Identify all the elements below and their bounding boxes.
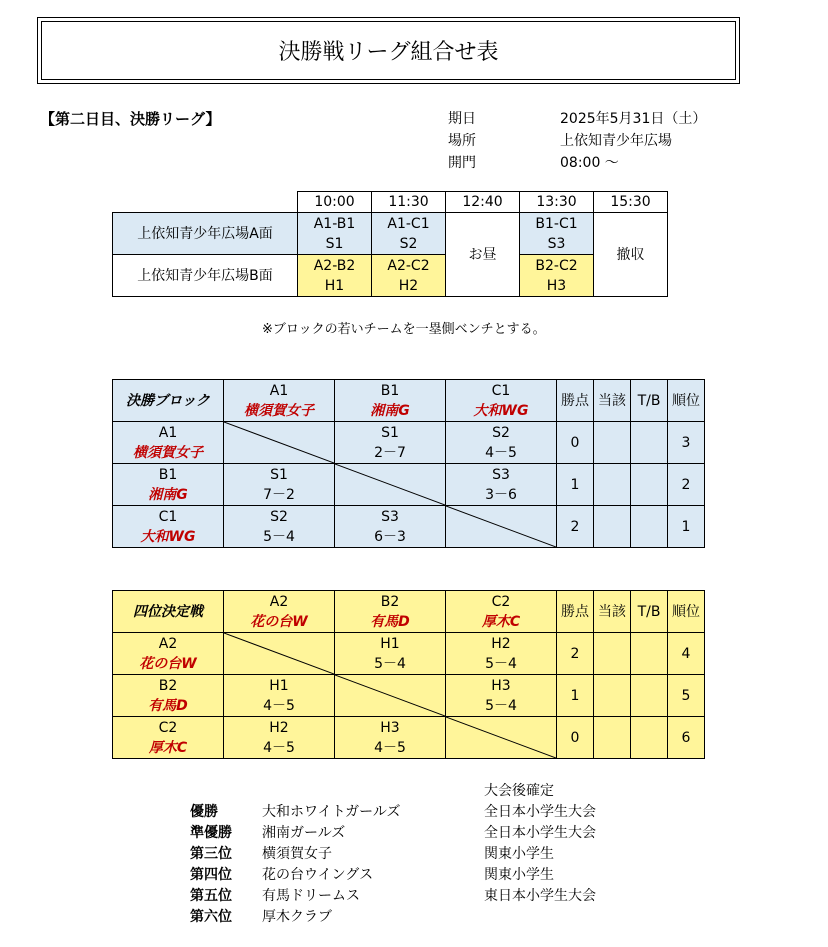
diagonal-cell — [446, 717, 557, 759]
match-id: S1 — [325, 235, 344, 252]
match-id: H1 — [269, 677, 289, 694]
match-id: H2 — [491, 635, 511, 652]
info-value-place: 上依知青少年広場 — [560, 133, 672, 149]
h2h-cell — [594, 506, 631, 548]
team-name: 大和WG — [473, 402, 529, 419]
rank-cell: 4 — [668, 633, 705, 675]
h2h-cell — [594, 633, 631, 675]
schedule-table — [112, 191, 668, 297]
match-id: H3 — [491, 677, 511, 694]
match-id: H1 — [380, 635, 400, 652]
match-score: 6－3 — [374, 528, 406, 545]
col-head-to-head: 当該 — [594, 591, 631, 633]
match-pair: A1-B1 — [313, 215, 356, 232]
match-pair: B2-C2 — [535, 257, 578, 274]
match-id: S2 — [492, 424, 510, 441]
result-qualification: 関東小学生 — [484, 867, 554, 883]
info-label-place: 場所 — [448, 133, 476, 149]
match-id: H3 — [546, 277, 567, 294]
match-cell — [335, 633, 446, 675]
result-rank: 第六位 — [190, 909, 232, 925]
team-code: A1 — [269, 382, 289, 399]
team-name: 横須賀女子 — [133, 444, 203, 461]
team-code: C1 — [158, 508, 178, 525]
h2h-cell — [594, 464, 631, 506]
diagonal-cell — [335, 675, 446, 717]
bench-note: ※ブロックの若いチームを一塁側ベンチとする。 — [262, 322, 546, 337]
match-cell — [298, 255, 372, 297]
row-team — [113, 633, 224, 675]
result-team: 有馬ドリームス — [262, 888, 360, 904]
match-score: 3－6 — [485, 486, 517, 503]
section-heading: 【第二日目、決勝リーグ】 — [40, 110, 221, 128]
match-cell — [224, 506, 335, 548]
result-rank: 第四位 — [190, 867, 232, 883]
match-pair: A2-C2 — [387, 257, 430, 274]
team-code: C2 — [491, 593, 511, 610]
col-team — [335, 591, 446, 633]
result-team: 湘南ガールズ — [262, 825, 346, 841]
match-cell — [335, 717, 446, 759]
col-rank: 順位 — [668, 380, 705, 422]
points-cell: 1 — [557, 675, 594, 717]
match-id: H2 — [269, 719, 289, 736]
rank-cell: 3 — [668, 422, 705, 464]
match-cell — [446, 633, 557, 675]
court-a-label: 上依知青少年広場A面 — [113, 213, 298, 255]
row-team — [113, 675, 224, 717]
team-code: B1 — [380, 382, 400, 399]
team-name: 湘南G — [370, 402, 410, 419]
team-code: A2 — [269, 593, 289, 610]
results-header: 大会後確定 — [484, 783, 554, 799]
result-rank: 準優勝 — [190, 825, 232, 841]
match-score: 7－2 — [263, 486, 295, 503]
points-cell: 0 — [557, 717, 594, 759]
tb-cell — [631, 675, 668, 717]
match-id: S3 — [547, 235, 566, 252]
result-team: 大和ホワイトガールズ — [262, 804, 401, 820]
time-slot: 13:30 — [520, 192, 594, 213]
result-rank: 第五位 — [190, 888, 232, 904]
match-cell — [335, 506, 446, 548]
team-name: 有馬D — [148, 697, 188, 714]
team-name: 有馬D — [370, 613, 410, 630]
h2h-cell — [594, 717, 631, 759]
match-score: 5－4 — [374, 655, 406, 672]
info-value-gate: 08:00 ～ — [560, 155, 619, 171]
team-name: 厚木C — [148, 739, 188, 756]
team-name: 湘南G — [148, 486, 188, 503]
match-score: 4－5 — [374, 739, 406, 756]
col-tiebreak: T/B — [631, 380, 668, 422]
result-team: 厚木クラブ — [262, 909, 332, 925]
close-cell: 撤収 — [594, 213, 668, 297]
match-score: 4－5 — [263, 739, 295, 756]
match-pair: A2-B2 — [313, 257, 356, 274]
match-score: 5－4 — [485, 697, 517, 714]
diagonal-cell — [335, 464, 446, 506]
diagonal-cell — [446, 506, 557, 548]
tb-cell — [631, 717, 668, 759]
h2h-cell — [594, 422, 631, 464]
team-code: C2 — [158, 719, 178, 736]
tb-cell — [631, 633, 668, 675]
rank-cell: 1 — [668, 506, 705, 548]
block-header: 四位決定戦 — [113, 591, 224, 633]
team-name: 横須賀女子 — [244, 402, 314, 419]
result-qualification: 全日本小学生大会 — [484, 804, 596, 820]
team-code: A1 — [158, 424, 178, 441]
h2h-cell — [594, 675, 631, 717]
result-qualification: 全日本小学生大会 — [484, 825, 596, 841]
match-pair: A1-C1 — [387, 215, 430, 232]
col-tiebreak: T/B — [631, 591, 668, 633]
tb-cell — [631, 506, 668, 548]
result-qualification: 東日本小学生大会 — [484, 888, 596, 904]
empty-corner — [113, 192, 298, 213]
match-score: 2－7 — [374, 444, 406, 461]
time-slot: 10:00 — [298, 192, 372, 213]
match-id: S3 — [492, 466, 510, 483]
row-team — [113, 506, 224, 548]
match-cell — [224, 675, 335, 717]
col-points: 勝点 — [557, 591, 594, 633]
team-code: C1 — [491, 382, 511, 399]
team-name: 厚木C — [481, 613, 521, 630]
team-code: A2 — [158, 635, 178, 652]
match-pair: B1-C1 — [535, 215, 578, 232]
match-score: 5－4 — [485, 655, 517, 672]
time-slot: 12:40 — [446, 192, 520, 213]
match-id: S2 — [399, 235, 418, 252]
match-id: S1 — [381, 424, 399, 441]
time-slot: 15:30 — [594, 192, 668, 213]
points-cell: 1 — [557, 464, 594, 506]
row-team — [113, 464, 224, 506]
team-name: 花の台W — [250, 613, 308, 630]
result-rank: 優勝 — [190, 804, 218, 820]
team-code: B2 — [158, 677, 178, 694]
row-team — [113, 717, 224, 759]
match-cell — [520, 213, 594, 255]
diagonal-cell — [224, 422, 335, 464]
match-cell — [372, 213, 446, 255]
fourth-place-table — [112, 590, 705, 759]
match-id: H1 — [324, 277, 345, 294]
match-id: H3 — [380, 719, 400, 736]
col-team — [446, 380, 557, 422]
tb-cell — [631, 422, 668, 464]
result-team: 花の台ウイングス — [262, 867, 374, 883]
match-cell — [224, 464, 335, 506]
rank-cell: 6 — [668, 717, 705, 759]
match-id: S2 — [270, 508, 288, 525]
match-id: S3 — [381, 508, 399, 525]
points-cell: 2 — [557, 506, 594, 548]
match-cell — [224, 717, 335, 759]
col-team — [224, 380, 335, 422]
col-head-to-head: 当該 — [594, 380, 631, 422]
match-cell — [372, 255, 446, 297]
info-label-date: 期日 — [448, 111, 476, 127]
match-score: 4－5 — [485, 444, 517, 461]
diagonal-cell — [224, 633, 335, 675]
match-score: 5－4 — [263, 528, 295, 545]
col-rank: 順位 — [668, 591, 705, 633]
match-cell — [446, 675, 557, 717]
match-cell — [335, 422, 446, 464]
match-id: S1 — [270, 466, 288, 483]
points-cell: 0 — [557, 422, 594, 464]
match-id: H2 — [398, 277, 419, 294]
court-b-label: 上依知青少年広場B面 — [113, 255, 298, 297]
lunch-cell: お昼 — [446, 213, 520, 297]
team-name: 大和WG — [140, 528, 196, 545]
result-qualification: 関東小学生 — [484, 846, 554, 862]
result-rank: 第三位 — [190, 846, 232, 862]
team-code: B2 — [380, 593, 400, 610]
team-code: B1 — [158, 466, 178, 483]
info-label-gate: 開門 — [448, 155, 476, 171]
title-box — [37, 17, 740, 84]
block-header: 決勝ブロック — [113, 380, 224, 422]
result-team: 横須賀女子 — [262, 846, 332, 862]
info-value-date: 2025年5月31日（土） — [560, 111, 707, 127]
rank-cell: 5 — [668, 675, 705, 717]
col-team — [224, 591, 335, 633]
page-title: 決勝戦リーグ組合せ表 — [41, 21, 736, 80]
points-cell: 2 — [557, 633, 594, 675]
team-name: 花の台W — [139, 655, 197, 672]
match-cell — [446, 464, 557, 506]
tb-cell — [631, 464, 668, 506]
row-team — [113, 422, 224, 464]
match-cell — [446, 422, 557, 464]
rank-cell: 2 — [668, 464, 705, 506]
final-block-table — [112, 379, 705, 548]
col-team — [335, 380, 446, 422]
col-team — [446, 591, 557, 633]
match-cell — [298, 213, 372, 255]
time-slot: 11:30 — [372, 192, 446, 213]
match-score: 4－5 — [263, 697, 295, 714]
match-cell — [520, 255, 594, 297]
col-points: 勝点 — [557, 380, 594, 422]
